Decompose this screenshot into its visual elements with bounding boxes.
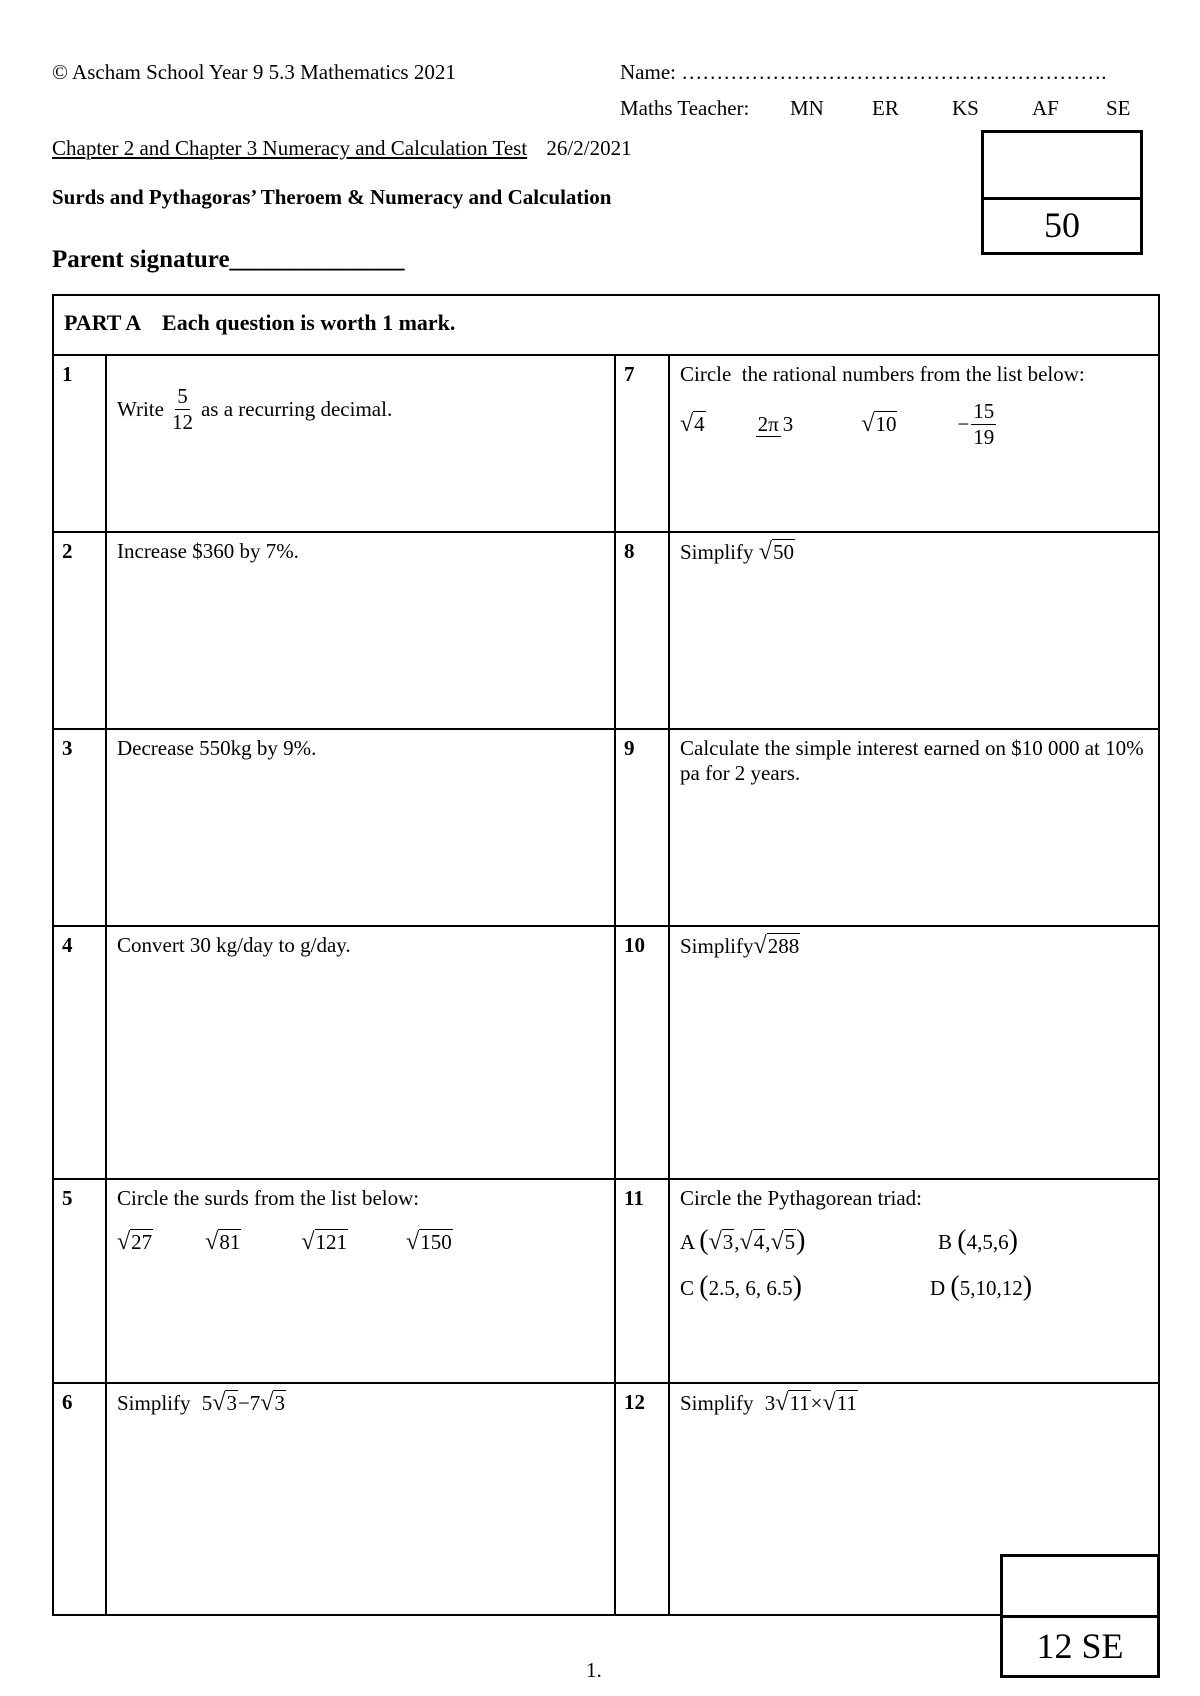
q10-surd: √288 <box>753 933 800 959</box>
q5-option-sqrt150[interactable]: √150 <box>406 1229 452 1255</box>
name-label: Name: <box>620 60 676 84</box>
q7-option-neg-15-over-19[interactable]: − $\frac{15}{19}$ <box>957 399 995 450</box>
question-number-4: 4 <box>53 926 106 1179</box>
question-12[interactable]: Simplify 3√11×√11 <box>669 1383 1159 1615</box>
q11-option-d[interactable]: D (5,10,12) <box>930 1271 1033 1302</box>
test-date: 26/2/2021 <box>546 136 632 160</box>
part-a-table <box>52 294 1160 1616</box>
teacher-option-er[interactable]: ER <box>872 96 899 120</box>
question-number-10: 10 <box>615 926 669 1179</box>
question-number-5: 5 <box>53 1179 106 1383</box>
question-1[interactable] <box>106 355 615 532</box>
question-10[interactable]: Simplify√288 <box>669 926 1159 1179</box>
q7-text: Circle the rational numbers from the list below: <box>680 362 1085 386</box>
question-number-3: 3 <box>53 729 106 926</box>
q5-option-sqrt81[interactable]: √81 <box>205 1229 241 1255</box>
question-11[interactable]: Circle the Pythagorean triad: A (√3,√4,√5) B (4,5,6) C (2.5, 6, 6.5) D (5,10,12) <box>669 1179 1159 1383</box>
q7-option-2pi-over-3[interactable]: 2π 3 <box>757 412 794 437</box>
q1-fraction: $\frac{5}{12}$ <box>171 384 193 435</box>
section-marks: 12 SE <box>1036 1626 1124 1666</box>
total-score-box <box>981 130 1143 255</box>
q8-surd: √50 <box>758 539 794 565</box>
question-6[interactable]: Simplify 5√3−7√3 <box>106 1383 615 1615</box>
q11-option-a[interactable]: A (√3,√4,√5) <box>680 1225 806 1256</box>
parent-signature-line: ______________ <box>229 246 405 273</box>
score-entry-area[interactable] <box>984 133 1140 200</box>
q1-pre: Write <box>117 397 164 422</box>
total-marks: 50 <box>1044 205 1080 245</box>
question-3[interactable]: Decrease 550kg by 9%. <box>106 729 615 926</box>
q5-option-sqrt27[interactable]: √27 <box>117 1229 153 1255</box>
teacher-option-mn[interactable]: MN <box>790 96 824 120</box>
teacher-option-af[interactable]: AF <box>1032 96 1059 120</box>
copyright-line: © Ascham School Year 9 5.3 Mathematics 2021 <box>52 60 456 84</box>
question-number-12: 12 <box>615 1383 669 1615</box>
teacher-option-ks[interactable]: KS <box>952 96 979 120</box>
q1-post: as a recurring decimal. <box>200 397 393 422</box>
q12-expression: 3√11×√11 <box>764 1390 857 1416</box>
q5-option-sqrt121[interactable]: √121 <box>301 1229 348 1255</box>
q11-option-b[interactable]: B (4,5,6) <box>938 1225 1018 1256</box>
teacher-label: Maths Teacher: <box>620 96 750 120</box>
teacher-option-se[interactable]: SE <box>1106 96 1131 120</box>
part-a-heading: PART A Each question is worth 1 mark. <box>53 295 1159 355</box>
question-5[interactable]: Circle the surds from the list below: √27 √81 √121 √150 <box>106 1179 615 1383</box>
name-field[interactable] <box>620 60 1106 85</box>
question-8[interactable]: Simplify √50 <box>669 532 1159 729</box>
parent-signature-label: Parent signature <box>52 246 230 273</box>
section-score-box <box>1000 1554 1160 1678</box>
section-score-entry[interactable] <box>1003 1557 1157 1618</box>
question-4[interactable]: Convert 30 kg/day to g/day. <box>106 926 615 1179</box>
question-7[interactable] <box>669 355 1159 532</box>
test-title: Chapter 2 and Chapter 3 Numeracy and Calculation Test <box>52 136 528 160</box>
question-9[interactable]: Calculate the simple interest earned on $10 000 at 10% pa for 2 years. <box>669 729 1159 926</box>
q7-option-sqrt10[interactable]: √10 <box>861 411 897 438</box>
test-title-line <box>52 136 632 161</box>
question-number-9: 9 <box>615 729 669 926</box>
page-number: 1. <box>586 1658 602 1682</box>
question-number-6: 6 <box>53 1383 106 1615</box>
question-2[interactable]: Increase $360 by 7%. <box>106 532 615 729</box>
q11-option-c[interactable]: C (2.5, 6, 6.5) <box>680 1271 802 1302</box>
question-number-8: 8 <box>615 532 669 729</box>
q7-option-sqrt4[interactable]: √4 <box>680 411 705 438</box>
name-dots: ……………………………………………………. <box>681 60 1107 84</box>
q6-expression: 5√3−7√3 <box>201 1390 285 1416</box>
question-number-1: 1 <box>53 355 106 532</box>
test-subtitle: Surds and Pythagoras’ Theroem & Numeracy and Calculation <box>52 185 612 209</box>
question-number-7: 7 <box>615 355 669 532</box>
question-number-11: 11 <box>615 1179 669 1383</box>
parent-signature[interactable] <box>52 246 405 274</box>
question-number-2: 2 <box>53 532 106 729</box>
